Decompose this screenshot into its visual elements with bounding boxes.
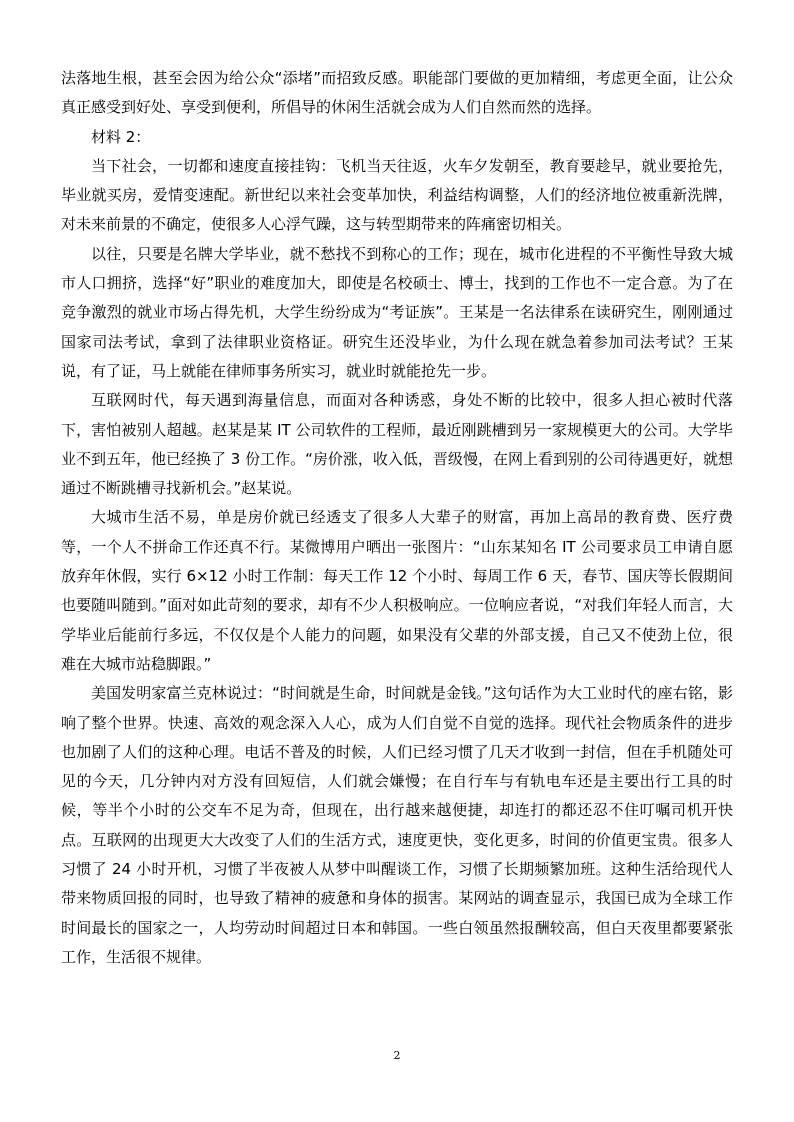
paragraph: 当下社会，一切都和速度直接挂钩：飞机当天往返，火车夕发朝至，教育要趁早，就业要抢先，毕业就买房，爱情变速配。新世纪以来社会变革加快，利益结构调整，人们的经济地位被重新洗牌，对未来前景的不确定，使很多人心浮气躁，这与转型期带来的阵痛密切相关。 [61,156,733,234]
paragraph: 大城市生活不易，单是房价就已经透支了很多人大辈子的财富，再加上高昂的教育费、医疗费等，一个人不拼命工作还真不行。某微博用户晒出一张图片：“山东某知名 IT 公司要求员工申请自愿放弃年休假，实行 6×12 小时工作制：每天工作 12 个小时、每周工作 6 天，春节、国庆等长假期间也要随叫随到。”面对如此苛刻的要求，却有不少人积极响应。一位响应者说，“对我们年轻人而言，大学毕业后能前行多远，不仅仅是个人能力的问题，如果没有父辈的外部支援，自己又不使劲上位，很难在大城市站稳脚跟。” [61,508,733,673]
document-body [61,64,733,972]
paragraph: 美国发明家富兰克林说过：“时间就是生命，时间就是金钱。”这句话作为大工业时代的座右铭，影响了整个世界。快速、高效的观念深入人心，成为人们自觉不自觉的选择。现代社会物质条件的进步也加剧了人们的这种心理。电话不普及的时候，人们已经习惯了几天才收到一封信，但在手机随处可见的今天，几分钟内对方没有回短信，人们就会嫌慢；在自行车与有轨电车还是主要出行工具的时候，等半个小时的公交车不足为奇，但现在，出行越来越便捷，却连打的都还忍不住叮嘱司机开快点。互联网的出现更大大改变了人们的生活方式，速度更快，变化更多，时间的价值更宝贵。很多人习惯了 24 小时开机，习惯了半夜被人从梦中叫醒谈工作，习惯了长期频繁加班。这种生活给现代人带来物质回报的同时，也导致了精神的疲惫和身体的损害。某网站的调查显示，我国已成为全球工作时间最长的国家之一，人均劳动时间超过日本和韩国。一些白领虽然报酬较高，但白天夜里都要紧张工作，生活很不规律。 [61,684,733,966]
paragraph: 互联网时代，每天遇到海量信息，而面对各种诱惑，身处不断的比较中，很多人担心被时代落下，害怕被别人超越。赵某是某 IT 公司软件的工程师，最近刚跳槽到另一家规模更大的公司。大学毕业不到五年，他已经换了 3 份工作。“房价涨，收入低，晋级慢，在网上看到别的公司待遇更好，就想通过不断跳槽寻找新机会。”赵某说。 [61,391,733,498]
paragraph: 以往，只要是名牌大学毕业，就不愁找不到称心的工作；现在，城市化进程的不平衡性导致大城市人口拥挤，选择“好”职业的难度加大，即使是名校硕士、博士，找到的工作也不一定合意。为了在竞争激烈的就业市场占得先机，大学生纷纷成为“考证族”。王某是一名法律系在读研究生，刚刚通过国家司法考试，拿到了法律职业资格证。研究生还没毕业，为什么现在就急着参加司法考试？王某说，有了证，马上就能在律师事务所实习，就业时就能抢先一步。 [61,244,733,380]
paragraph-continuation: 法落地生根，甚至会因为给公众“添堵”而招致反感。职能部门要做的更加精细，考虑更全面，让公众真正感受到好处、享受到便利，所倡导的休闲生活就会成为人们自然而然的选择。 [61,69,733,117]
page-number: 2 [393,1049,401,1062]
material-heading: 材料 2： [91,127,151,146]
